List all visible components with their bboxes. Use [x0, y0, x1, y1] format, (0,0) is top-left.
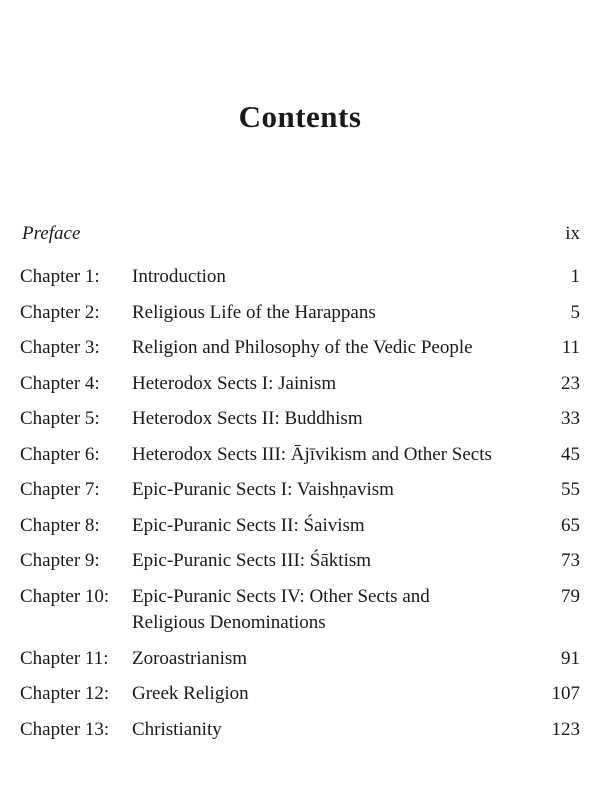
chapter-page-number: 73 [561, 550, 580, 571]
toc-entry [20, 584, 580, 646]
chapter-page-number: 79 [561, 585, 580, 607]
chapter-page-number: 91 [561, 647, 580, 669]
chapter-title: Heterodox Sects II: Buddhism [132, 408, 363, 429]
toc-entry [20, 300, 580, 336]
chapter-title: Heterodox Sects I: Jainism [132, 372, 337, 394]
toc-entry [20, 371, 580, 407]
chapter-number: Chapter 2: [20, 301, 100, 323]
toc-entry [20, 646, 580, 682]
chapter-page-number: 123 [551, 718, 580, 740]
toc-entry [20, 406, 580, 442]
chapter-page-number: 1 [570, 266, 580, 287]
preface-page-number: ix [565, 223, 580, 244]
chapter-number: Chapter 5: [20, 408, 100, 429]
preface-entry [22, 221, 580, 247]
chapter-page-number: 65 [561, 514, 580, 536]
toc-entry [20, 477, 580, 513]
chapter-number: Chapter 3: [20, 337, 100, 358]
toc-entry [20, 681, 580, 717]
toc-entry [20, 513, 580, 549]
chapter-title: Epic-Puranic Sects I: Vaishṇavism [132, 479, 394, 500]
chapter-title: Religious Life of the Harappans [132, 301, 376, 323]
toc-entry [20, 335, 580, 371]
chapter-title: Greek Religion [132, 683, 249, 704]
chapter-number: Chapter 4: [20, 372, 100, 394]
chapter-page-number: 33 [561, 408, 580, 429]
chapter-page-number: 45 [561, 443, 580, 465]
toc-entry [20, 717, 580, 753]
chapter-number: Chapter 1: [20, 266, 100, 287]
chapter-page-number: 5 [570, 301, 580, 323]
preface-label: Preface [22, 223, 81, 244]
chapter-title: Christianity [132, 718, 222, 740]
chapter-title: Introduction [132, 266, 226, 287]
chapter-title: Religion and Philosophy of the Vedic People [132, 337, 473, 358]
chapter-page-number: 107 [551, 683, 580, 704]
chapter-title: Epic-Puranic Sects II: Śaivism [132, 514, 365, 536]
chapter-number: Chapter 6: [20, 443, 100, 465]
toc-entry [20, 264, 580, 300]
chapter-number: Chapter 12: [20, 683, 110, 704]
chapter-number: Chapter 10: [20, 585, 110, 607]
toc-entry [20, 548, 580, 584]
chapter-page-number: 55 [561, 479, 580, 500]
chapter-title: Epic-Puranic Sects IV: Other Sects and Religious Denominations [132, 585, 430, 633]
toc-entry [20, 442, 580, 478]
chapter-number: Chapter 9: [20, 550, 100, 571]
chapter-page-number: 11 [561, 337, 580, 358]
chapter-title: Epic-Puranic Sects III: Śāktism [132, 550, 372, 571]
chapter-number: Chapter 8: [20, 514, 100, 536]
chapter-title: Zoroastrianism [132, 647, 248, 669]
table-of-contents [20, 264, 580, 752]
chapter-number: Chapter 7: [20, 479, 100, 500]
chapter-title: Heterodox Sects III: Ājīvikism and Other Sects [132, 443, 492, 465]
chapter-number: Chapter 11: [20, 647, 109, 669]
page-title: Contents [238, 99, 362, 134]
chapter-page-number: 23 [561, 372, 580, 394]
chapter-number: Chapter 13: [20, 718, 110, 740]
